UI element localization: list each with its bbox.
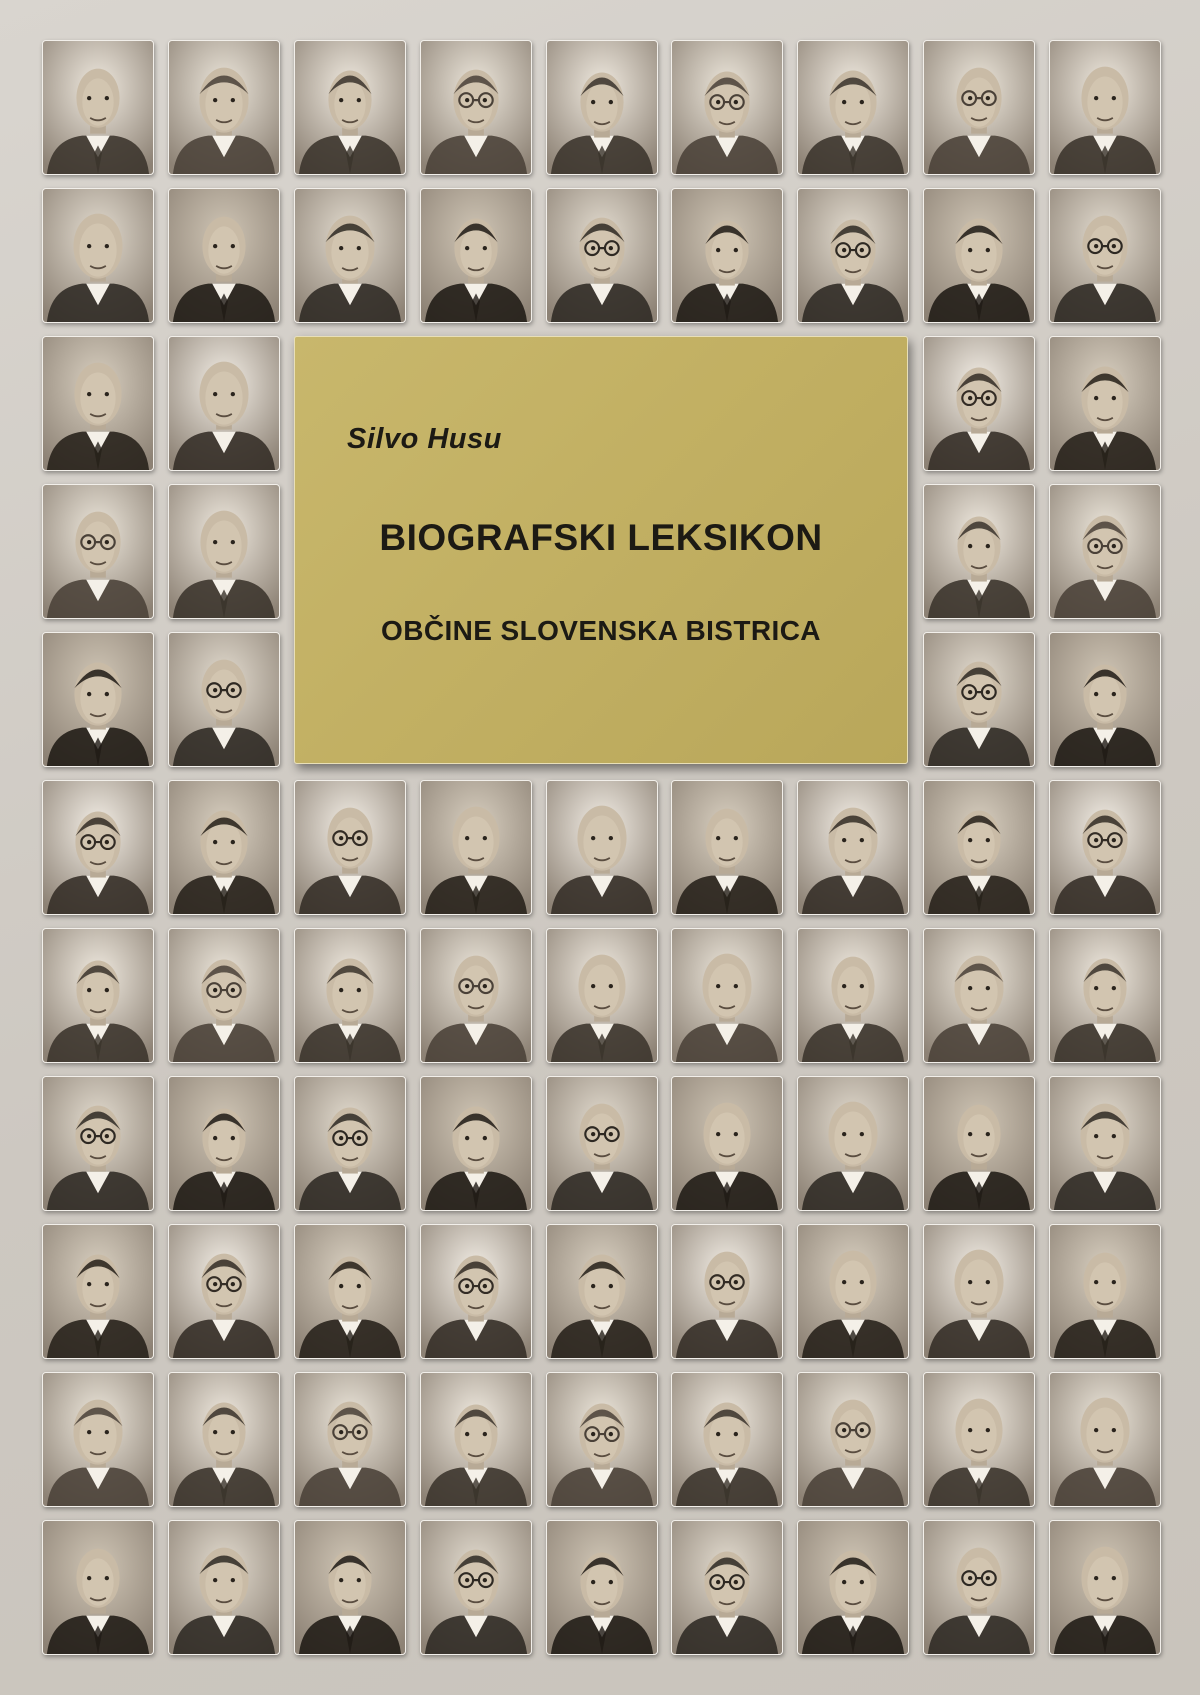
- portrait-image: [924, 1077, 1034, 1210]
- portrait-image: [798, 41, 908, 174]
- portrait-image: [295, 1521, 405, 1654]
- portrait-photo: [797, 1372, 909, 1507]
- portrait-image: [169, 337, 279, 470]
- portrait-photo: [1049, 1372, 1161, 1507]
- portrait-photo: [294, 1076, 406, 1211]
- portrait-photo: [420, 928, 532, 1063]
- portrait-photo: [294, 40, 406, 175]
- portrait-image: [43, 189, 153, 322]
- book-title: BIOGRAFSKI LEKSIKON: [379, 517, 823, 558]
- portrait-image: [43, 1373, 153, 1506]
- portrait-photo: [923, 1076, 1035, 1211]
- portrait-image: [547, 781, 657, 914]
- portrait-photo: [671, 1076, 783, 1211]
- portrait-image: [672, 1077, 782, 1210]
- portrait-image: [421, 1373, 531, 1506]
- portrait-photo: [42, 1372, 154, 1507]
- portrait-photo: [1049, 1224, 1161, 1359]
- portrait-photo: [797, 780, 909, 915]
- portrait-photo: [42, 40, 154, 175]
- portrait-photo: [923, 484, 1035, 619]
- portrait-image: [924, 337, 1034, 470]
- portrait-photo: [168, 780, 280, 915]
- portrait-photo: [168, 1076, 280, 1211]
- portrait-photo: [420, 1224, 532, 1359]
- portrait-image: [1050, 781, 1160, 914]
- portrait-image: [43, 337, 153, 470]
- portrait-photo: [42, 1076, 154, 1211]
- portrait-photo: [294, 1224, 406, 1359]
- portrait-image: [169, 1225, 279, 1358]
- portrait-photo: [923, 1520, 1035, 1655]
- portrait-image: [547, 189, 657, 322]
- portrait-image: [1050, 1521, 1160, 1654]
- portrait-image: [421, 41, 531, 174]
- portrait-photo: [168, 1372, 280, 1507]
- portrait-photo: [294, 780, 406, 915]
- portrait-image: [169, 1521, 279, 1654]
- portrait-image: [1050, 1225, 1160, 1358]
- portrait-image: [924, 485, 1034, 618]
- portrait-image: [295, 41, 405, 174]
- portrait-photo: [168, 1224, 280, 1359]
- portrait-photo: [671, 1372, 783, 1507]
- portrait-photo: [671, 40, 783, 175]
- portrait-image: [1050, 1077, 1160, 1210]
- portrait-photo: [294, 1520, 406, 1655]
- portrait-photo: [923, 1224, 1035, 1359]
- portrait-image: [798, 929, 908, 1062]
- portrait-photo: [168, 632, 280, 767]
- portrait-image: [672, 1373, 782, 1506]
- portrait-image: [43, 929, 153, 1062]
- portrait-image: [43, 1077, 153, 1210]
- portrait-photo: [546, 928, 658, 1063]
- portrait-photo: [1049, 336, 1161, 471]
- portrait-image: [924, 929, 1034, 1062]
- portrait-photo: [1049, 484, 1161, 619]
- portrait-photo: [42, 188, 154, 323]
- portrait-image: [169, 929, 279, 1062]
- portrait-image: [672, 1225, 782, 1358]
- portrait-photo: [294, 928, 406, 1063]
- portrait-image: [547, 1077, 657, 1210]
- portrait-image: [924, 189, 1034, 322]
- portrait-photo: [1049, 1520, 1161, 1655]
- portrait-image: [421, 1521, 531, 1654]
- portrait-image: [547, 1373, 657, 1506]
- portrait-photo: [546, 1372, 658, 1507]
- portrait-photo: [923, 928, 1035, 1063]
- portrait-image: [798, 189, 908, 322]
- portrait-image: [43, 781, 153, 914]
- portrait-image: [1050, 1373, 1160, 1506]
- portrait-photo: [1049, 632, 1161, 767]
- portrait-image: [295, 781, 405, 914]
- portrait-photo: [168, 1520, 280, 1655]
- portrait-image: [43, 633, 153, 766]
- portrait-photo: [42, 632, 154, 767]
- portrait-photo: [923, 1372, 1035, 1507]
- portrait-photo: [168, 928, 280, 1063]
- portrait-image: [421, 1077, 531, 1210]
- portrait-photo: [797, 1076, 909, 1211]
- portrait-photo: [546, 1076, 658, 1211]
- portrait-photo: [546, 188, 658, 323]
- portrait-image: [672, 1521, 782, 1654]
- portrait-image: [421, 1225, 531, 1358]
- portrait-image: [295, 1225, 405, 1358]
- portrait-image: [421, 189, 531, 322]
- portrait-photo: [923, 40, 1035, 175]
- portrait-photo: [168, 484, 280, 619]
- portrait-image: [43, 485, 153, 618]
- portrait-photo: [671, 1520, 783, 1655]
- portrait-image: [421, 929, 531, 1062]
- portrait-photo: [294, 188, 406, 323]
- portrait-image: [798, 1521, 908, 1654]
- portrait-photo: [1049, 928, 1161, 1063]
- portrait-image: [924, 1373, 1034, 1506]
- portrait-image: [43, 1521, 153, 1654]
- portrait-image: [295, 189, 405, 322]
- portrait-image: [924, 41, 1034, 174]
- portrait-image: [295, 1373, 405, 1506]
- portrait-photo: [923, 632, 1035, 767]
- portrait-photo: [797, 40, 909, 175]
- portrait-photo: [42, 484, 154, 619]
- portrait-photo: [671, 780, 783, 915]
- portrait-image: [295, 1077, 405, 1210]
- portrait-photo: [168, 188, 280, 323]
- portrait-photo: [1049, 1076, 1161, 1211]
- portrait-photo: [923, 780, 1035, 915]
- portrait-image: [1050, 929, 1160, 1062]
- portrait-image: [547, 41, 657, 174]
- portrait-image: [1050, 189, 1160, 322]
- book-subtitle: OBČINE SLOVENSKA BISTRICA: [381, 615, 821, 646]
- portrait-photo: [671, 1224, 783, 1359]
- portrait-photo: [671, 928, 783, 1063]
- portrait-image: [924, 633, 1034, 766]
- portrait-image: [169, 189, 279, 322]
- portrait-image: [1050, 41, 1160, 174]
- portrait-photo: [546, 1224, 658, 1359]
- portrait-photo: [420, 780, 532, 915]
- portrait-photo: [168, 40, 280, 175]
- portrait-photo: [420, 40, 532, 175]
- portrait-image: [43, 41, 153, 174]
- portrait-photo: [671, 188, 783, 323]
- portrait-image: [924, 781, 1034, 914]
- portrait-photo: [42, 1224, 154, 1359]
- portrait-photo: [923, 188, 1035, 323]
- portrait-image: [169, 1077, 279, 1210]
- portrait-image: [295, 929, 405, 1062]
- portrait-photo: [42, 336, 154, 471]
- portrait-image: [421, 781, 531, 914]
- portrait-image: [169, 41, 279, 174]
- portrait-photo: [420, 1076, 532, 1211]
- portrait-image: [43, 1225, 153, 1358]
- portrait-photo: [923, 336, 1035, 471]
- portrait-photo: [42, 1520, 154, 1655]
- portrait-photo: [546, 780, 658, 915]
- portrait-photo: [1049, 188, 1161, 323]
- portrait-image: [547, 1521, 657, 1654]
- portrait-image: [1050, 337, 1160, 470]
- portrait-photo: [797, 1520, 909, 1655]
- portrait-photo: [42, 928, 154, 1063]
- portrait-photo: [42, 780, 154, 915]
- portrait-photo: [420, 1372, 532, 1507]
- portrait-photo: [797, 928, 909, 1063]
- portrait-photo: [797, 1224, 909, 1359]
- portrait-image: [924, 1225, 1034, 1358]
- portrait-image: [672, 781, 782, 914]
- portrait-photo: [294, 1372, 406, 1507]
- portrait-image: [798, 1077, 908, 1210]
- title-plate: [294, 336, 908, 764]
- portrait-photo: [546, 40, 658, 175]
- portrait-photo: [420, 188, 532, 323]
- portrait-image: [169, 1373, 279, 1506]
- portrait-image: [547, 929, 657, 1062]
- portrait-photo: [546, 1520, 658, 1655]
- portrait-image: [672, 41, 782, 174]
- portrait-image: [169, 781, 279, 914]
- portrait-image: [798, 1225, 908, 1358]
- portrait-photo: [797, 188, 909, 323]
- portrait-image: [798, 781, 908, 914]
- portrait-image: [169, 485, 279, 618]
- portrait-photo: [1049, 780, 1161, 915]
- portrait-image: [672, 929, 782, 1062]
- portrait-image: [169, 633, 279, 766]
- portrait-image: [547, 1225, 657, 1358]
- portrait-photo: [1049, 40, 1161, 175]
- portrait-image: [1050, 485, 1160, 618]
- portrait-photo: [168, 336, 280, 471]
- portrait-image: [798, 1373, 908, 1506]
- portrait-photo: [420, 1520, 532, 1655]
- author-name: Silvo Husu: [347, 423, 502, 455]
- portrait-image: [1050, 633, 1160, 766]
- portrait-image: [672, 189, 782, 322]
- portrait-image: [924, 1521, 1034, 1654]
